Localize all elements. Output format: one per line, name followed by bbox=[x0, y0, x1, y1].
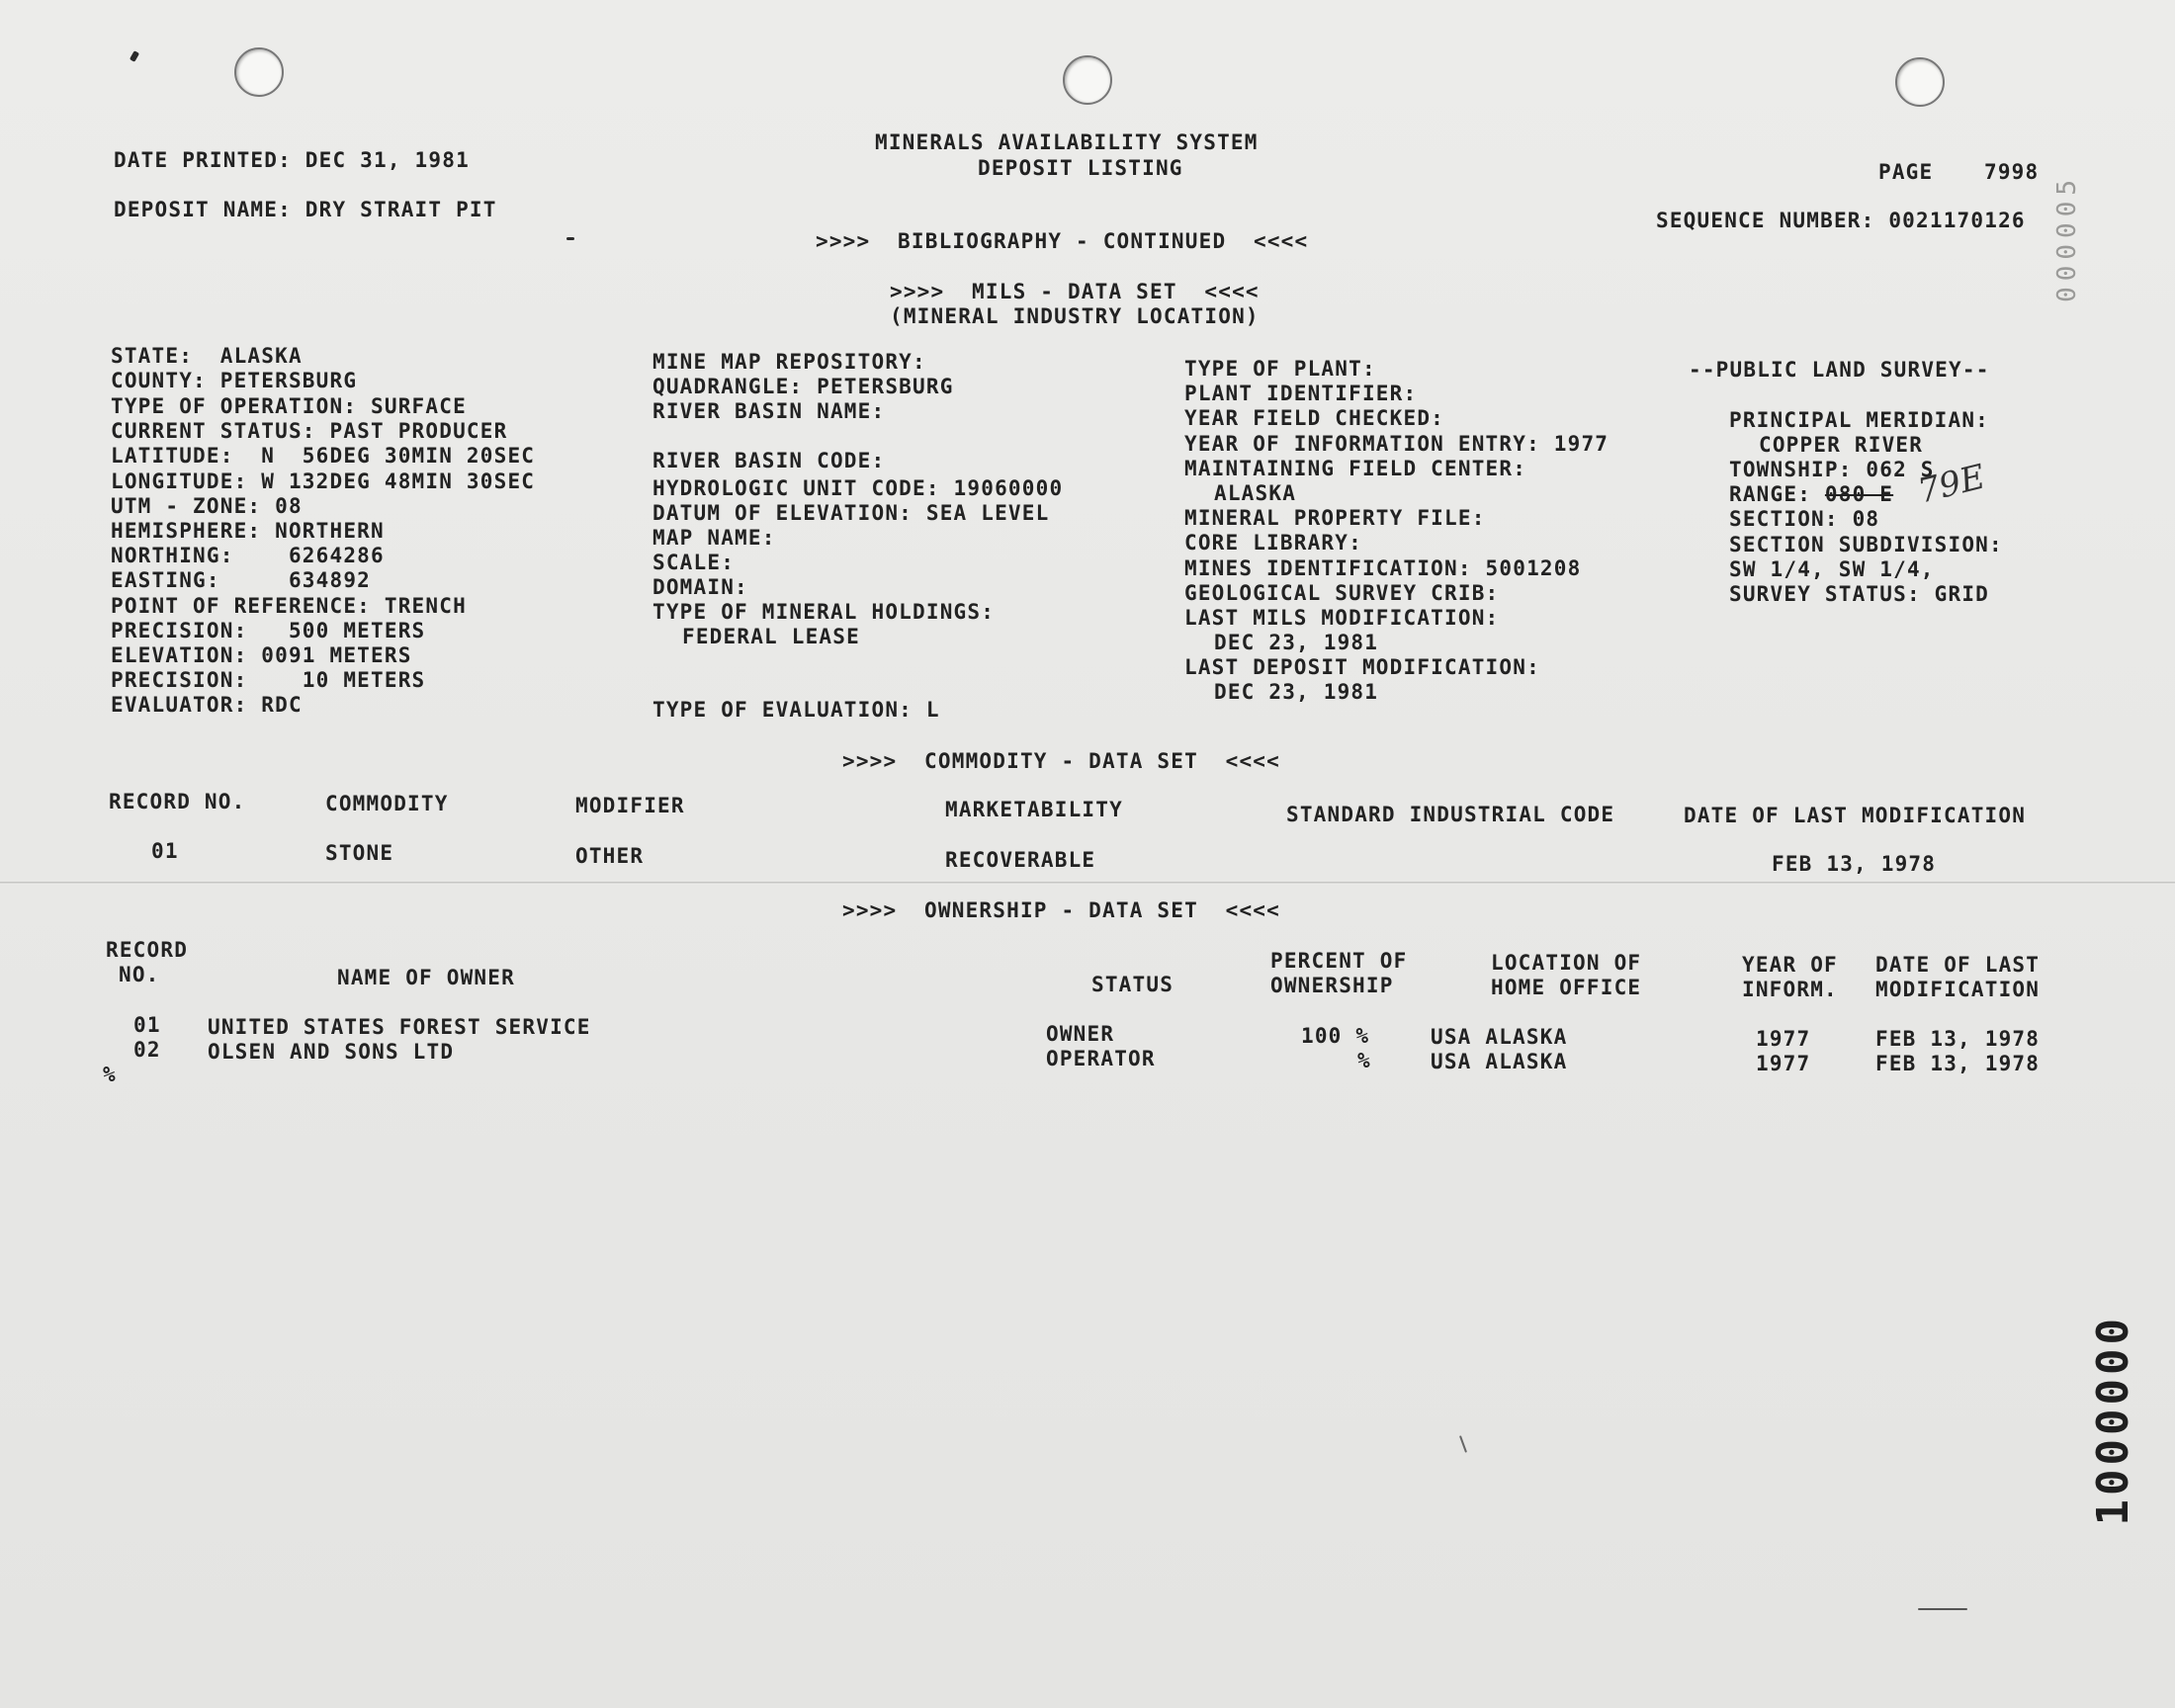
property-file-field: MINERAL PROPERTY FILE: bbox=[1184, 506, 1486, 530]
subdivision-value: SW 1/4, SW 1/4, bbox=[1729, 557, 1935, 581]
evaluation-field: TYPE OF EVALUATION: L bbox=[652, 698, 940, 722]
plant-identifier-field: PLANT IDENTIFIER: bbox=[1184, 382, 1418, 405]
ownership-cell-percent: % bbox=[1357, 1049, 1371, 1072]
hemisphere-field: HEMISPHERE: NORTHERN bbox=[111, 519, 385, 543]
ownership-cell-year: 1977 bbox=[1756, 1052, 1811, 1075]
state-field: STATE: ALASKA bbox=[111, 344, 303, 368]
ownership-heading: >>>> OWNERSHIP - DATA SET <<<< bbox=[842, 898, 1280, 922]
ownership-cell-record: 01 bbox=[133, 1013, 161, 1037]
quadrangle-field: QUADRANGLE: PETERSBURG bbox=[652, 375, 954, 398]
top-right-stamp: 000005 bbox=[2052, 174, 2082, 302]
township-field: TOWNSHIP: 062 S bbox=[1729, 458, 1935, 481]
ownership-header-location: LOCATION OF bbox=[1491, 951, 1642, 975]
dash-mark bbox=[1918, 1608, 1967, 1610]
commodity-header-marketability: MARKETABILITY bbox=[945, 798, 1123, 821]
meridian-value: COPPER RIVER bbox=[1759, 433, 1924, 457]
holdings-field: TYPE OF MINERAL HOLDINGS: bbox=[652, 600, 996, 624]
commodity-header-date: DATE OF LAST MODIFICATION bbox=[1684, 804, 2027, 827]
easting-field: EASTING: 634892 bbox=[111, 568, 372, 592]
fold-line bbox=[0, 882, 2175, 885]
bottom-right-stamp: 1000000 bbox=[2088, 1315, 2138, 1526]
elevation-precision-field: PRECISION: 10 METERS bbox=[111, 668, 426, 692]
commodity-cell-date: FEB 13, 1978 bbox=[1772, 852, 1937, 876]
ownership-cell-status: OPERATOR bbox=[1046, 1047, 1156, 1070]
page-number: 7998 bbox=[1984, 160, 2040, 184]
last-deposit-field: LAST DEPOSIT MODIFICATION: bbox=[1184, 655, 1540, 679]
ownership-header-location-2: HOME OFFICE bbox=[1491, 976, 1642, 999]
subdivision-field: SECTION SUBDIVISION: bbox=[1729, 533, 2003, 556]
commodity-header-commodity: COMMODITY bbox=[325, 792, 449, 815]
listing-title: DEPOSIT LISTING bbox=[978, 156, 1183, 180]
ownership-cell-location: USA ALASKA bbox=[1431, 1050, 1568, 1073]
domain-field: DOMAIN: bbox=[652, 575, 748, 599]
range-label: RANGE: bbox=[1729, 482, 1812, 506]
ownership-cell-date: FEB 13, 1978 bbox=[1875, 1052, 2041, 1075]
northing-field: NORTHING: 6264286 bbox=[111, 544, 385, 567]
sequence-number: SEQUENCE NUMBER: 0021170126 bbox=[1656, 209, 2026, 232]
commodity-header-modifier: MODIFIER bbox=[575, 794, 685, 817]
operation-field: TYPE OF OPERATION: SURFACE bbox=[111, 394, 467, 418]
ownership-header-percent-2: OWNERSHIP bbox=[1270, 974, 1394, 997]
ownership-cell-owner: UNITED STATES FOREST SERVICE bbox=[208, 1015, 591, 1039]
ownership-header-status: STATUS bbox=[1091, 973, 1174, 996]
status-field: CURRENT STATUS: PAST PRODUCER bbox=[111, 419, 508, 443]
map-name-field: MAP NAME: bbox=[652, 526, 776, 550]
ownership-header-year: YEAR OF bbox=[1742, 953, 1838, 977]
commodity-cell-record: 01 bbox=[151, 839, 179, 863]
ownership-cell-owner: OLSEN AND SONS LTD bbox=[208, 1040, 455, 1064]
binder-hole-left bbox=[234, 47, 284, 97]
ownership-cell-year: 1977 bbox=[1756, 1027, 1811, 1051]
commodity-header-record: RECORD NO. bbox=[109, 790, 246, 813]
ownership-header-percent: PERCENT OF bbox=[1270, 949, 1408, 973]
meridian-field: PRINCIPAL MERIDIAN: bbox=[1729, 408, 1990, 432]
ownership-cell-record: 02 bbox=[133, 1038, 161, 1062]
land-survey-title: --PUBLIC LAND SURVEY-- bbox=[1689, 358, 1990, 382]
year-checked-field: YEAR FIELD CHECKED: bbox=[1184, 406, 1445, 430]
survey-crib-field: GEOLOGICAL SURVEY CRIB: bbox=[1184, 581, 1500, 605]
hydrologic-field: HYDROLOGIC UNIT CODE: 19060000 bbox=[652, 476, 1064, 500]
ownership-cell-percent: 100 % bbox=[1301, 1024, 1370, 1048]
deposit-name: DEPOSIT NAME: DRY STRAIT PIT bbox=[114, 198, 497, 221]
last-mils-date: DEC 23, 1981 bbox=[1214, 631, 1379, 654]
elevation-field: ELEVATION: 0091 METERS bbox=[111, 643, 412, 667]
latitude-field: LATITUDE: N 56DEG 30MIN 20SEC bbox=[111, 444, 536, 468]
reference-field: POINT OF REFERENCE: TRENCH bbox=[111, 594, 467, 618]
river-basin-code-field: RIVER BASIN CODE: bbox=[652, 449, 886, 472]
range-struck-value: 080 E bbox=[1824, 482, 1894, 506]
field-center-value: ALASKA bbox=[1214, 481, 1297, 505]
tick-mark bbox=[1459, 1435, 1467, 1453]
section-field: SECTION: 08 bbox=[1729, 507, 1880, 531]
page-label: PAGE bbox=[1878, 160, 1934, 184]
commodity-cell-modifier: OTHER bbox=[575, 844, 645, 868]
precision-field: PRECISION: 500 METERS bbox=[111, 619, 426, 642]
date-printed: DATE PRINTED: DEC 31, 1981 bbox=[114, 148, 470, 172]
bibliography-heading: >>>> BIBLIOGRAPHY - CONTINUED <<<< bbox=[816, 229, 1309, 253]
plant-type-field: TYPE OF PLANT: bbox=[1184, 357, 1376, 381]
ownership-header-year-2: INFORM. bbox=[1742, 978, 1838, 1001]
longitude-field: LONGITUDE: W 132DEG 48MIN 30SEC bbox=[111, 470, 536, 493]
datum-field: DATUM OF ELEVATION: SEA LEVEL bbox=[652, 501, 1050, 525]
ownership-header-record-no: NO. bbox=[119, 963, 160, 986]
binder-hole-center bbox=[1063, 55, 1112, 105]
river-basin-name-field: RIVER BASIN NAME: bbox=[652, 399, 886, 423]
survey-status-field: SURVEY STATUS: GRID bbox=[1729, 582, 1990, 606]
evaluator-field: EVALUATOR: RDC bbox=[111, 693, 303, 717]
system-title: MINERALS AVAILABILITY SYSTEM bbox=[875, 130, 1259, 154]
utm-zone-field: UTM - ZONE: 08 bbox=[111, 494, 303, 518]
smudge-mark bbox=[130, 50, 139, 62]
commodity-header-sic: STANDARD INDUSTRIAL CODE bbox=[1286, 803, 1615, 826]
ownership-header-record: RECORD bbox=[106, 938, 189, 962]
mils-heading: >>>> MILS - DATA SET <<<< bbox=[890, 280, 1260, 303]
scale-field: SCALE: bbox=[652, 551, 736, 574]
map-repository-field: MINE MAP REPOSITORY: bbox=[652, 350, 926, 374]
year-entry-field: YEAR OF INFORMATION ENTRY: 1977 bbox=[1184, 432, 1610, 456]
field-center-field: MAINTAINING FIELD CENTER: bbox=[1184, 457, 1527, 480]
binder-hole-right bbox=[1895, 57, 1945, 107]
ownership-end-mark: % bbox=[103, 1063, 117, 1086]
ownership-header-owner: NAME OF OWNER bbox=[337, 966, 515, 989]
ownership-header-date: DATE OF LAST bbox=[1875, 953, 2041, 977]
ownership-cell-location: USA ALASKA bbox=[1431, 1025, 1568, 1049]
last-mils-field: LAST MILS MODIFICATION: bbox=[1184, 606, 1500, 630]
smudge-mark bbox=[566, 237, 574, 240]
mines-id-field: MINES IDENTIFICATION: 5001208 bbox=[1184, 556, 1582, 580]
holdings-value: FEDERAL LEASE bbox=[682, 625, 860, 648]
range-field bbox=[1729, 482, 1893, 507]
ownership-header-date-2: MODIFICATION bbox=[1875, 978, 2041, 1001]
commodity-cell-marketability: RECOVERABLE bbox=[945, 848, 1096, 872]
last-deposit-date: DEC 23, 1981 bbox=[1214, 680, 1379, 704]
commodity-heading: >>>> COMMODITY - DATA SET <<<< bbox=[842, 749, 1280, 773]
ownership-cell-date: FEB 13, 1978 bbox=[1875, 1027, 2041, 1051]
mils-subheading: (MINERAL INDUSTRY LOCATION) bbox=[890, 304, 1260, 328]
range-handwritten-correction: 79E bbox=[1914, 457, 1989, 512]
county-field: COUNTY: PETERSBURG bbox=[111, 369, 358, 392]
core-library-field: CORE LIBRARY: bbox=[1184, 531, 1362, 555]
commodity-cell-commodity: STONE bbox=[325, 841, 394, 865]
ownership-cell-status: OWNER bbox=[1046, 1022, 1115, 1046]
